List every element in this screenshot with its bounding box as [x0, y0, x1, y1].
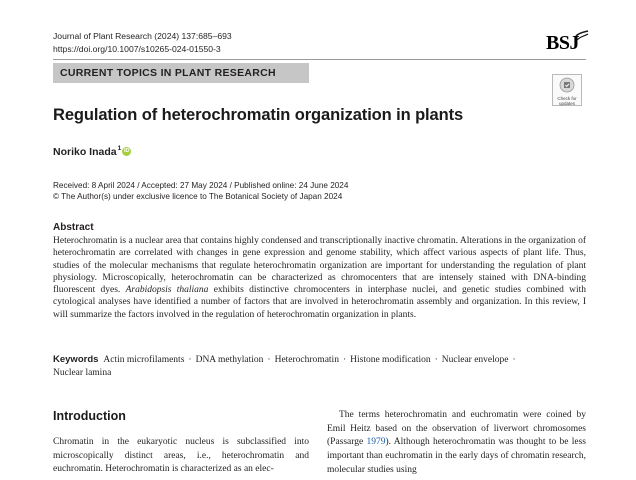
keyword-separator: · — [342, 355, 347, 365]
keyword-item: Histone modification — [350, 355, 431, 365]
keyword-item: Actin microfilaments — [103, 355, 185, 365]
publisher-logo — [546, 30, 590, 54]
intro-right-text-part1: The terms heterochromatin and euchromatin were coined by Emil Heitz based on the observation of liverwort chromosomes (Passarge — [327, 410, 586, 448]
received-dates: Received: 8 April 2024 / Accepted: 27 May 2024 / Published online: 24 June 2024 — [53, 181, 349, 190]
abstract-text-part2: exhibits distinctive chromocenters in interphase nuclei, and genetic studies combined with cytological analyses have identified a number of factors that are involved in heterochromatin assembly and organization. In this review, I will summarize the factors involved in the regulation of heterochromatin organization in plants. — [53, 285, 586, 320]
keyword-separator: · — [512, 355, 516, 365]
check-for-updates-badge[interactable] — [552, 74, 582, 106]
citation-link[interactable]: 1979 — [366, 437, 386, 448]
keyword-separator: · — [267, 355, 271, 365]
author-affiliation-mark: 1 — [117, 145, 122, 152]
check-updates-label: Check for updates — [557, 96, 577, 106]
intro-right-text-part2: ). Although heterochromatin was thought to be less important than euchromatin in the early days of chromatin research, molecular studies using — [327, 437, 586, 475]
keyword-separator: · — [434, 355, 438, 365]
keyword-item: DNA methylation — [195, 355, 264, 365]
paper-title: Regulation of heterochromatin organization in plants — [53, 106, 464, 124]
orcid-icon[interactable]: iD — [123, 148, 130, 154]
author-line — [53, 146, 131, 158]
abstract-species-name: Arabidopsis thaliana — [125, 285, 209, 295]
introduction-right-paragraph — [327, 409, 586, 478]
doi-link[interactable]: https://doi.org/10.1007/s10265-024-01550-3 — [53, 44, 221, 54]
check-updates-icon — [559, 77, 575, 93]
abstract-text — [53, 235, 586, 321]
keyword-separator: · — [188, 355, 192, 365]
keyword-item: Nuclear lamina — [53, 368, 112, 378]
abstract-text-part1: Heterochromatin is a nuclear area that contains highly condensed and transcriptionally inactive chromatin. Alterations in the organization of heterochromatin are correlated with changes in gene expression and genome stability, which affect various aspects of plant life. Thus, studies of the molecular mechanisms that regulate heterochromatin organization are important for understanding the regulation of plant physiology. Microscopically, heterochromatin can be characterized as chromocenters that are intensely stained with DNA-binding fluorescent dyes. — [53, 236, 586, 295]
author-name: Noriko Inada — [53, 146, 117, 158]
keyword-item: Heterochromatin — [274, 355, 339, 365]
copyright-notice: © The Author(s) under exclusive licence to The Botanical Society of Japan 2024 — [53, 192, 343, 201]
abstract-heading: Abstract — [53, 222, 94, 233]
introduction-heading: Introduction — [53, 409, 126, 423]
introduction-left-paragraph: Chromatin in the eukaryotic nucleus is subclassified into microscopically distinct areas, i.e., heterochromatin and euchromatin. Heterochromatin is characterized as an elec- — [53, 437, 309, 475]
publisher-logo-text: BSJ — [546, 32, 579, 54]
keyword-item: Nuclear envelope — [441, 355, 509, 365]
header-divider — [53, 59, 586, 60]
journal-citation-line: Journal of Plant Research (2024) 137:685–693 — [53, 31, 232, 41]
keywords-block — [53, 353, 586, 380]
keywords-heading: Keywords — [53, 354, 99, 365]
section-banner: CURRENT TOPICS IN PLANT RESEARCH — [53, 63, 309, 83]
